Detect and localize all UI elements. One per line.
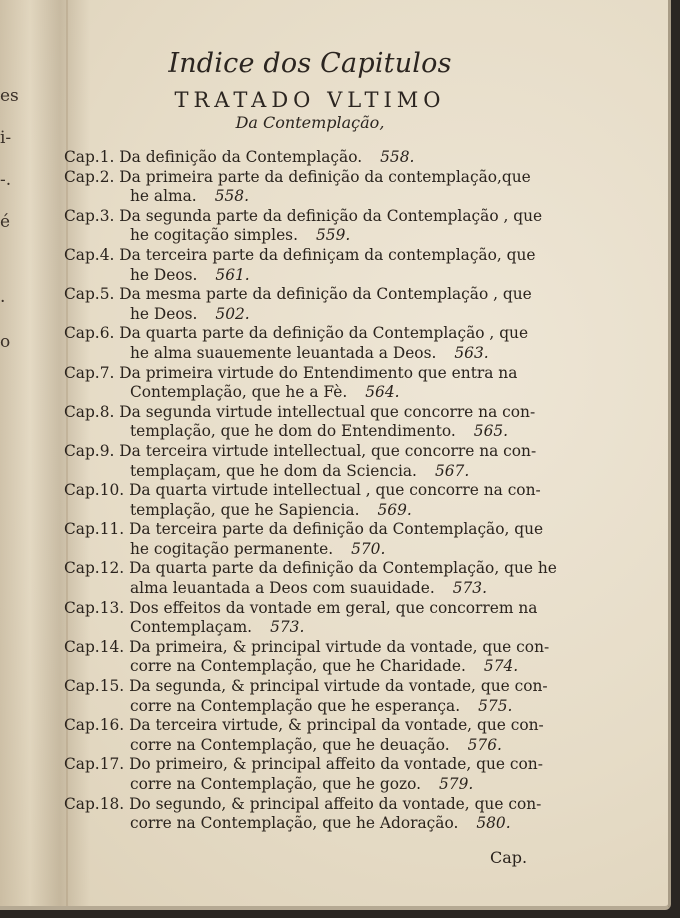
page-number: 564. xyxy=(365,383,400,402)
entry-line xyxy=(64,324,564,344)
entry-line xyxy=(64,755,564,775)
chapter-title: Do segundo, & principal affeito da vontade, que con- xyxy=(129,794,542,813)
chapter-number: Cap.16. xyxy=(64,716,125,735)
page-number: 576. xyxy=(467,735,502,754)
page-number: 569. xyxy=(377,500,412,519)
entry-line-continued xyxy=(64,736,564,756)
chapter-title-continued: templação, que he Sapiencia. xyxy=(130,500,360,519)
chapter-index xyxy=(64,148,564,834)
entry-line-continued xyxy=(64,501,564,521)
entry-line xyxy=(64,364,564,384)
chapter-entry xyxy=(64,403,564,442)
chapter-entry xyxy=(64,364,564,403)
chapter-number: Cap.10. xyxy=(64,481,125,500)
chapter-title: Do primeiro, & principal affeito da vontade, que con- xyxy=(129,755,543,774)
chapter-title: Da terceira parte da definição da Contemplação, que xyxy=(129,520,544,539)
chapter-number: Cap.9. xyxy=(64,441,115,460)
entry-line xyxy=(64,638,564,658)
entry-line-continued xyxy=(64,305,564,325)
chapter-title: Da definição da Contemplação. xyxy=(119,148,363,166)
chapter-title: Da quarta parte da definição da Contemplação, que he xyxy=(129,559,557,578)
chapter-title-continued: templaçam, que he dom da Sciencia. xyxy=(130,461,417,480)
chapter-entry xyxy=(64,795,564,834)
treatise-subject: Da Contemplação, xyxy=(235,113,385,132)
chapter-title: Da terceira virtude intellectual, que concorre na con- xyxy=(119,441,537,460)
catchword: Cap. xyxy=(490,848,528,867)
entry-line xyxy=(64,442,564,462)
entry-line-continued xyxy=(64,383,564,403)
chapter-entry xyxy=(64,168,564,207)
chapter-title-continued: he cogitação permanente. xyxy=(130,539,334,558)
chapter-title-continued: corre na Contemplação, que he deuação. xyxy=(130,735,450,754)
entry-line xyxy=(64,285,564,305)
entry-line-continued xyxy=(64,618,564,638)
page-number: 567. xyxy=(434,461,470,480)
chapter-entry xyxy=(64,207,564,246)
entry-line xyxy=(64,677,564,697)
chapter-number: Cap.2. xyxy=(64,167,115,186)
chapter-number: Cap.7. xyxy=(64,363,115,382)
entry-line xyxy=(64,716,564,736)
entry-line xyxy=(64,148,564,168)
bleed-text: · xyxy=(0,292,6,312)
chapter-number: Cap.12. xyxy=(64,559,125,578)
bleed-text: es xyxy=(0,86,19,106)
entry-line-continued xyxy=(64,344,564,364)
page-number: 573. xyxy=(270,618,305,637)
page-number: 573. xyxy=(452,579,487,598)
entry-line-continued xyxy=(64,187,564,207)
chapter-title-continued: corre na Contemplação, que he Adoração. xyxy=(130,814,459,833)
entry-line xyxy=(64,207,564,227)
entry-line xyxy=(64,481,564,501)
chapter-title-continued: corre na Contemplação, que he gozo. xyxy=(130,775,422,793)
chapter-number: Cap.3. xyxy=(64,206,115,225)
entry-line-continued xyxy=(64,579,564,599)
bleed-text: o xyxy=(0,332,11,352)
entry-line-continued xyxy=(64,540,564,560)
bleed-text: i- xyxy=(0,128,12,148)
chapter-title-continued: Contemplação, que he a Fè. xyxy=(130,383,348,402)
entry-line-continued xyxy=(64,266,564,286)
entry-line-continued xyxy=(64,697,564,717)
page-number: 574. xyxy=(483,657,519,676)
entry-line-continued xyxy=(64,775,564,795)
chapter-entry xyxy=(64,755,564,794)
chapter-title-continued: he Deos. xyxy=(130,265,198,284)
chapter-number: Cap.8. xyxy=(64,402,115,421)
entry-line-continued xyxy=(64,422,564,442)
entry-line xyxy=(64,168,564,188)
chapter-number: Cap.17. xyxy=(64,755,125,774)
chapter-title-continued: corre na Contemplação que he esperança. xyxy=(130,696,461,715)
chapter-title: Da terceira parte da definiçam da contemplação, que xyxy=(119,245,536,264)
chapter-entry xyxy=(64,638,564,677)
bleed-text: -. xyxy=(0,170,12,190)
chapter-title-continued: templação, que he dom do Entendimento. xyxy=(130,422,456,441)
chapter-number: Cap.18. xyxy=(64,794,125,813)
chapter-entry xyxy=(64,520,564,559)
chapter-entry xyxy=(64,246,564,285)
entry-line-continued xyxy=(64,814,564,834)
chapter-entry xyxy=(64,481,564,520)
chapter-entry xyxy=(64,285,564,324)
chapter-entry xyxy=(64,677,564,716)
entry-line-continued xyxy=(64,226,564,246)
chapter-title: Da primeira virtude do Entendimento que entra na xyxy=(119,363,518,382)
chapter-number: Cap.1. xyxy=(64,148,115,166)
entry-line-continued xyxy=(64,657,564,677)
entry-line-continued xyxy=(64,462,564,482)
entry-line xyxy=(64,403,564,423)
chapter-number: Cap.5. xyxy=(64,285,115,304)
page-number: 579. xyxy=(439,775,474,793)
treatise-heading: TRATADO VLTIMO xyxy=(174,88,446,112)
chapter-entry xyxy=(64,716,564,755)
page-number: 559. xyxy=(315,226,351,245)
chapter-title-continued: Contemplaçam. xyxy=(130,618,253,637)
chapter-entry xyxy=(64,148,564,168)
chapter-title: Da primeira parte da definição da contemplação,que xyxy=(119,167,531,186)
chapter-title: Da mesma parte da definição da Contemplação , que xyxy=(119,285,532,304)
chapter-entry xyxy=(64,599,564,638)
chapter-title-continued: he alma. xyxy=(130,187,197,206)
chapter-title: Dos effeitos da vontade em geral, que concorrem na xyxy=(129,598,538,617)
chapter-title: Da quarta parte da definição da Contemplação , que xyxy=(119,324,529,343)
chapter-number: Cap.6. xyxy=(64,324,115,343)
page-number: 580. xyxy=(476,814,511,833)
chapter-title: Da terceira virtude, & principal da vontade, que con- xyxy=(129,716,544,735)
chapter-title: Da segunda parte da definição da Contemplação , que xyxy=(119,206,543,225)
page-number: 570. xyxy=(351,539,386,558)
chapter-number: Cap.15. xyxy=(64,677,125,696)
chapter-title-continued: alma leuantada a Deos com suauidade. xyxy=(130,579,435,598)
page-number: 563. xyxy=(454,343,489,362)
chapter-entry xyxy=(64,442,564,481)
chapter-title-continued: corre na Contemplação, que he Charidade. xyxy=(130,657,466,676)
chapter-entry xyxy=(64,559,564,598)
chapter-title-continued: he cogitação simples. xyxy=(130,226,298,245)
entry-line xyxy=(64,559,564,579)
chapter-title: Da segunda virtude intellectual que concorre na con- xyxy=(119,402,536,421)
page-number: 558. xyxy=(214,187,249,206)
chapter-title: Da primeira, & principal virtude da vontade, que con- xyxy=(129,637,550,656)
page-number: 558. xyxy=(380,148,415,166)
page-number: 575. xyxy=(478,696,513,715)
chapter-title: Da quarta virtude intellectual , que concorre na con- xyxy=(129,481,541,500)
chapter-number: Cap.14. xyxy=(64,637,125,656)
bleed-text: é xyxy=(0,212,11,232)
chapter-number: Cap.4. xyxy=(64,245,115,264)
page-number: 502. xyxy=(215,304,250,323)
chapter-number: Cap.11. xyxy=(64,520,125,539)
entry-line xyxy=(64,246,564,266)
page-number: 561. xyxy=(215,265,250,284)
chapter-entry xyxy=(64,324,564,363)
entry-line xyxy=(64,520,564,540)
entry-line xyxy=(64,795,564,815)
chapter-title: Da segunda, & principal virtude da vontade, que con- xyxy=(129,677,548,696)
page-title: Indice dos Capitulos xyxy=(168,48,452,79)
chapter-number: Cap.13. xyxy=(64,598,125,617)
chapter-title-continued: he alma suauemente leuantada a Deos. xyxy=(130,343,437,362)
entry-line xyxy=(64,599,564,619)
chapter-title-continued: he Deos. xyxy=(130,304,198,323)
page-number: 565. xyxy=(473,422,509,441)
